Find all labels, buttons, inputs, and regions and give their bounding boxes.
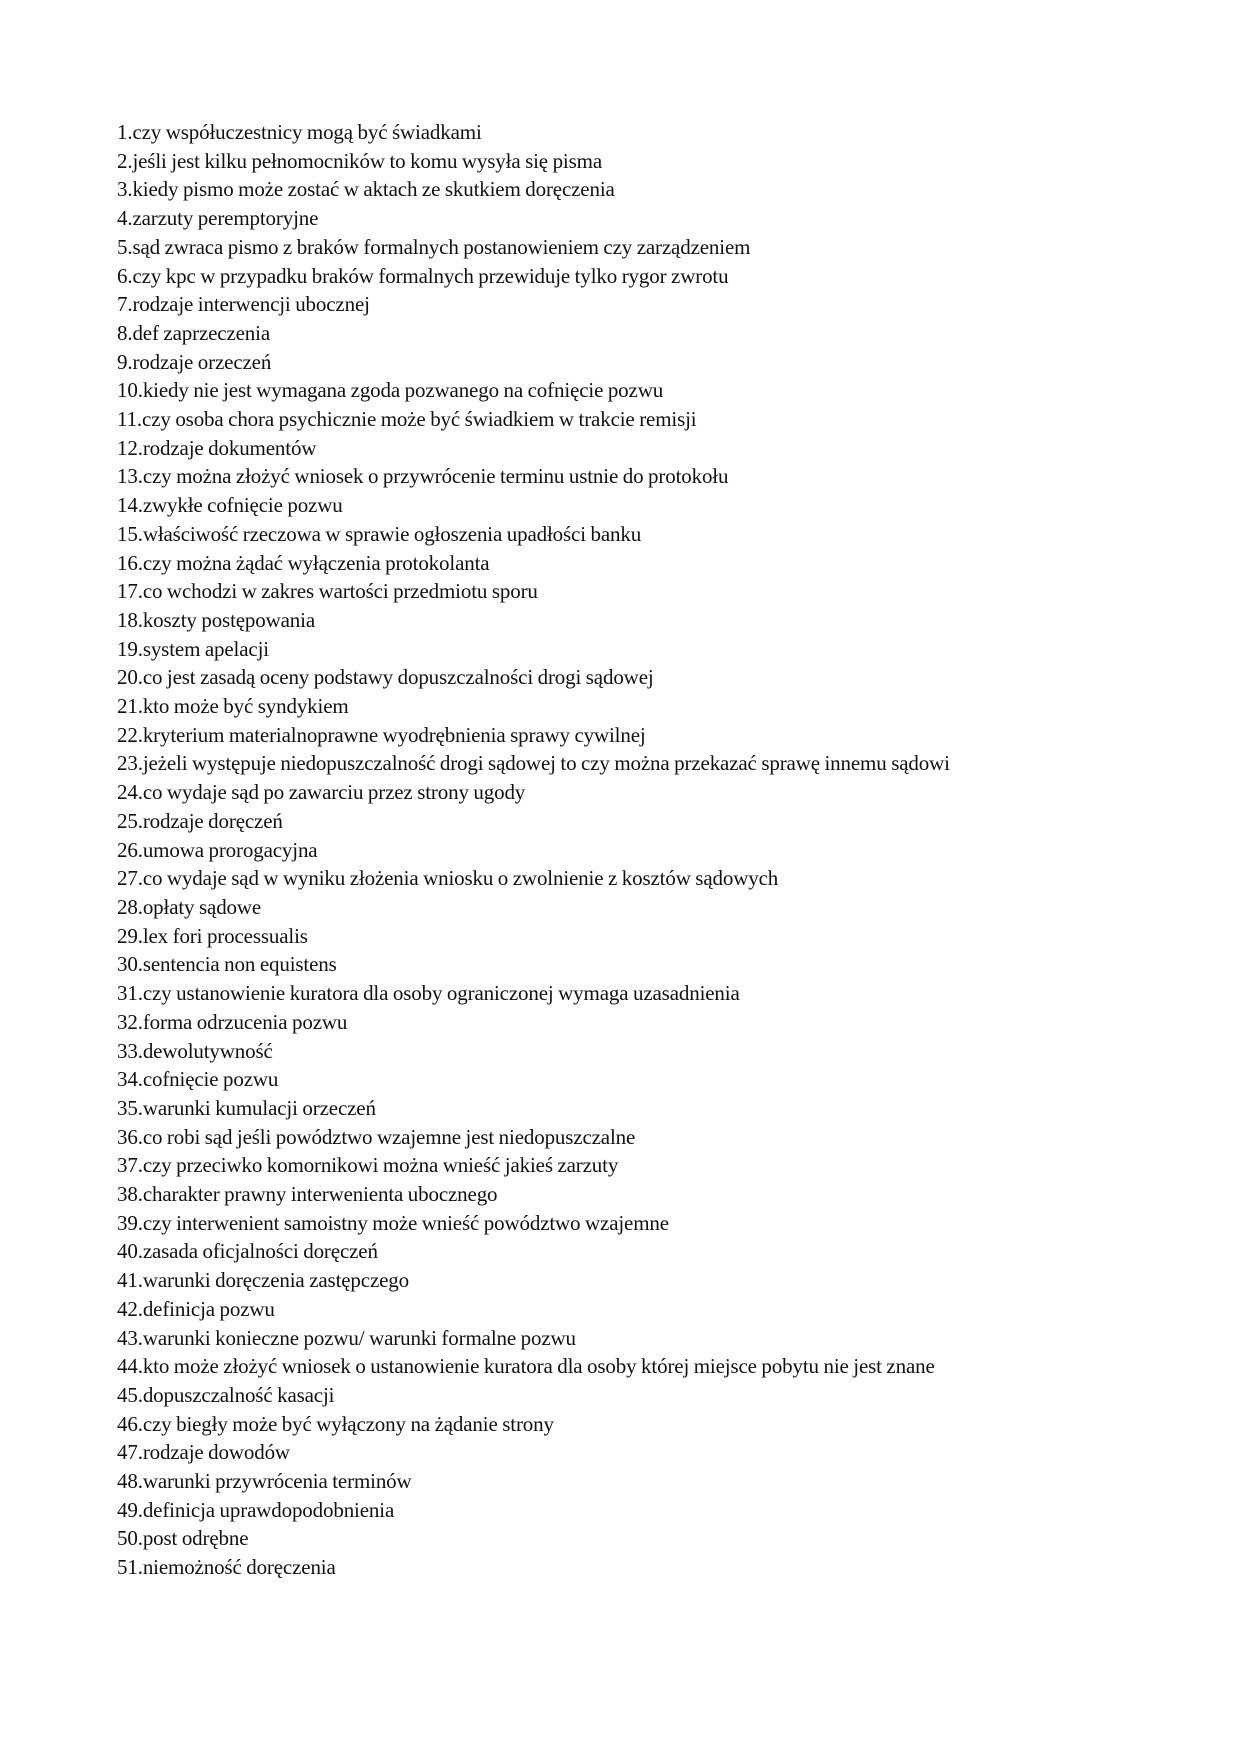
question-text: czy można żądać wyłączenia protokolanta	[142, 550, 490, 575]
list-item	[117, 1524, 1127, 1553]
question-text: czy osoba chora psychicznie może być świadkiem w trakcie remisji	[142, 407, 697, 432]
question-number: 8.	[117, 320, 133, 345]
list-item	[117, 1496, 1127, 1525]
question-number: 25.	[117, 808, 143, 833]
question-text: warunki kumulacji orzeczeń	[142, 1095, 376, 1120]
question-text: zarzuty peremptoryjne	[132, 206, 319, 231]
question-number: 37.	[117, 1153, 143, 1178]
list-item	[117, 1209, 1127, 1238]
question-text: warunki doręczenia zastępczego	[142, 1268, 409, 1293]
list-item	[117, 233, 1127, 262]
question-text: czy biegły może być wyłączony na żądanie strony	[142, 1411, 554, 1436]
list-item	[117, 1065, 1127, 1094]
list-item	[117, 1410, 1127, 1439]
question-text: dopuszczalność kasacji	[142, 1382, 335, 1407]
list-item	[117, 204, 1127, 233]
question-number: 40.	[117, 1239, 143, 1264]
question-number: 18.	[117, 607, 143, 632]
question-number: 17.	[117, 579, 143, 604]
question-text: właściwość rzeczowa w sprawie ogłoszenia upadłości banku	[142, 521, 642, 546]
question-number: 6.	[117, 263, 133, 288]
question-number: 30.	[117, 952, 143, 977]
list-item	[117, 606, 1127, 635]
question-text: co wydaje sąd po zawarciu przez strony ugody	[142, 780, 526, 805]
question-number: 45.	[117, 1382, 143, 1407]
list-item	[117, 1123, 1127, 1152]
question-number: 7.	[117, 292, 133, 317]
question-text: rodzaje interwencji ubocznej	[132, 292, 370, 317]
question-text: czy ustanowienie kuratora dla osoby ograniczonej wymaga uzasadnienia	[142, 981, 740, 1006]
question-number: 9.	[117, 349, 133, 374]
question-number: 44.	[117, 1354, 143, 1379]
question-number: 16.	[117, 550, 143, 575]
question-number: 4.	[117, 206, 133, 231]
list-item	[117, 778, 1127, 807]
question-text: rodzaje dowodów	[142, 1440, 290, 1465]
list-item	[117, 434, 1127, 463]
question-number: 14.	[117, 493, 143, 518]
question-text: czy współuczestnicy mogą być świadkami	[132, 120, 482, 144]
list-item	[117, 950, 1127, 979]
list-item	[117, 893, 1127, 922]
list-item	[117, 348, 1127, 377]
question-text: definicja uprawdopodobnienia	[142, 1497, 395, 1522]
question-text: charakter prawny interwenienta ubocznego	[142, 1182, 498, 1207]
question-number: 48.	[117, 1469, 143, 1494]
question-number: 28.	[117, 894, 143, 919]
list-item	[117, 1094, 1127, 1123]
list-item	[117, 721, 1127, 750]
question-number: 31.	[117, 981, 143, 1006]
question-number: 49.	[117, 1497, 143, 1522]
question-list	[117, 118, 1127, 1582]
list-item	[117, 1266, 1127, 1295]
list-item	[117, 491, 1127, 520]
list-item	[117, 1295, 1127, 1324]
question-text: co robi sąd jeśli powództwo wzajemne jest niedopuszczalne	[142, 1124, 636, 1149]
list-item	[117, 1381, 1127, 1410]
question-text: czy kpc w przypadku braków formalnych przewiduje tylko rygor zwrotu	[132, 263, 729, 288]
question-text: kryterium materialnoprawne wyodrębnienia sprawy cywilnej	[142, 722, 646, 747]
question-number: 3.	[117, 177, 133, 202]
question-text: kto może być syndykiem	[142, 694, 349, 719]
list-item	[117, 376, 1127, 405]
question-number: 32.	[117, 1009, 143, 1034]
list-item	[117, 549, 1127, 578]
question-number: 33.	[117, 1038, 143, 1063]
list-item	[117, 1553, 1127, 1582]
list-item	[117, 262, 1127, 291]
question-number: 15.	[117, 521, 143, 546]
question-number: 21.	[117, 694, 143, 719]
question-number: 2.	[117, 148, 133, 173]
question-text: warunki konieczne pozwu/ warunki formalne pozwu	[142, 1325, 576, 1350]
question-text: sąd zwraca pismo z braków formalnych postanowieniem czy zarządzeniem	[132, 234, 751, 259]
list-item	[117, 577, 1127, 606]
question-number: 5.	[117, 234, 133, 259]
question-text: dewolutywność	[142, 1038, 273, 1063]
question-text: co wchodzi w zakres wartości przedmiotu sporu	[142, 579, 538, 604]
question-text: jeśli jest kilku pełnomocników to komu wysyła się pisma	[132, 148, 602, 173]
question-number: 29.	[117, 923, 143, 948]
question-text: warunki przywrócenia terminów	[142, 1469, 412, 1494]
question-number: 43.	[117, 1325, 143, 1350]
question-number: 27.	[117, 866, 143, 891]
question-text: rodzaje dokumentów	[142, 435, 317, 460]
question-number: 19.	[117, 636, 143, 661]
question-text: koszty postępowania	[142, 607, 316, 632]
question-text: def zaprzeczenia	[132, 320, 271, 345]
list-item	[117, 290, 1127, 319]
question-number: 47.	[117, 1440, 143, 1465]
list-item	[117, 663, 1127, 692]
question-number: 41.	[117, 1268, 143, 1293]
question-number: 1.	[117, 120, 133, 144]
list-item	[117, 749, 1127, 778]
list-item	[117, 520, 1127, 549]
question-text: system apelacji	[142, 636, 269, 661]
question-number: 26.	[117, 837, 143, 862]
question-number: 38.	[117, 1182, 143, 1207]
question-number: 39.	[117, 1210, 143, 1235]
list-item	[117, 1180, 1127, 1209]
question-text: czy można złożyć wniosek o przywrócenie terminu ustnie do protokołu	[142, 464, 729, 489]
question-text: co jest zasadą oceny podstawy dopuszczalności drogi sądowej	[142, 665, 654, 690]
list-item	[117, 462, 1127, 491]
list-item	[117, 1324, 1127, 1353]
list-item	[117, 1352, 1127, 1381]
question-text: sentencia non equistens	[142, 952, 337, 977]
list-item	[117, 922, 1127, 951]
question-text: co wydaje sąd w wyniku złożenia wniosku o zwolnienie z kosztów sądowych	[142, 866, 779, 891]
list-item	[117, 979, 1127, 1008]
question-text: forma odrzucenia pozwu	[142, 1009, 348, 1034]
question-text: post odrębne	[142, 1526, 249, 1551]
question-number: 36.	[117, 1124, 143, 1149]
question-number: 13.	[117, 464, 143, 489]
question-number: 23.	[117, 751, 143, 776]
list-item	[117, 635, 1127, 664]
question-text: definicja pozwu	[142, 1296, 275, 1321]
list-item	[117, 864, 1127, 893]
list-item	[117, 836, 1127, 865]
list-item	[117, 807, 1127, 836]
question-text: zasada oficjalności doręczeń	[142, 1239, 378, 1264]
question-number: 34.	[117, 1067, 143, 1092]
question-text: czy przeciwko komornikowi można wnieść jakieś zarzuty	[142, 1153, 619, 1178]
question-text: umowa prorogacyjna	[142, 837, 318, 862]
question-number: 35.	[117, 1095, 143, 1120]
question-text: kiedy nie jest wymagana zgoda pozwanego na cofnięcie pozwu	[142, 378, 664, 403]
question-number: 46.	[117, 1411, 143, 1436]
list-item	[117, 118, 1127, 147]
question-text: opłaty sądowe	[142, 894, 262, 919]
question-text: kiedy pismo może zostać w aktach ze skutkiem doręczenia	[132, 177, 615, 202]
list-item	[117, 1467, 1127, 1496]
question-number: 51.	[117, 1555, 143, 1580]
question-text: rodzaje orzeczeń	[132, 349, 272, 374]
question-text: czy interwenient samoistny może wnieść powództwo wzajemne	[142, 1210, 669, 1235]
list-item	[117, 1151, 1127, 1180]
list-item	[117, 1237, 1127, 1266]
question-text: lex fori processualis	[142, 923, 308, 948]
question-number: 10.	[117, 378, 143, 403]
question-number: 12.	[117, 435, 143, 460]
list-item	[117, 1008, 1127, 1037]
list-item	[117, 1438, 1127, 1467]
question-text: rodzaje doręczeń	[142, 808, 283, 833]
question-number: 24.	[117, 780, 143, 805]
question-text: kto może złożyć wniosek o ustanowienie kuratora dla osoby której miejsce pobytu nie jest znane	[142, 1354, 935, 1379]
list-item	[117, 692, 1127, 721]
question-number: 11.	[117, 407, 143, 432]
question-number: 50.	[117, 1526, 143, 1551]
question-number: 42.	[117, 1296, 143, 1321]
question-text: cofnięcie pozwu	[142, 1067, 279, 1092]
question-text: zwykłe cofnięcie pozwu	[142, 493, 343, 518]
question-number: 20.	[117, 665, 143, 690]
list-item	[117, 405, 1127, 434]
list-item	[117, 147, 1127, 176]
list-item	[117, 319, 1127, 348]
question-text: niemożność doręczenia	[142, 1555, 336, 1580]
question-number: 22.	[117, 722, 143, 747]
list-item	[117, 175, 1127, 204]
question-text: jeżeli występuje niedopuszczalność drogi sądowej to czy można przekazać sprawę innemu sądowi	[142, 751, 950, 776]
list-item	[117, 1037, 1127, 1066]
